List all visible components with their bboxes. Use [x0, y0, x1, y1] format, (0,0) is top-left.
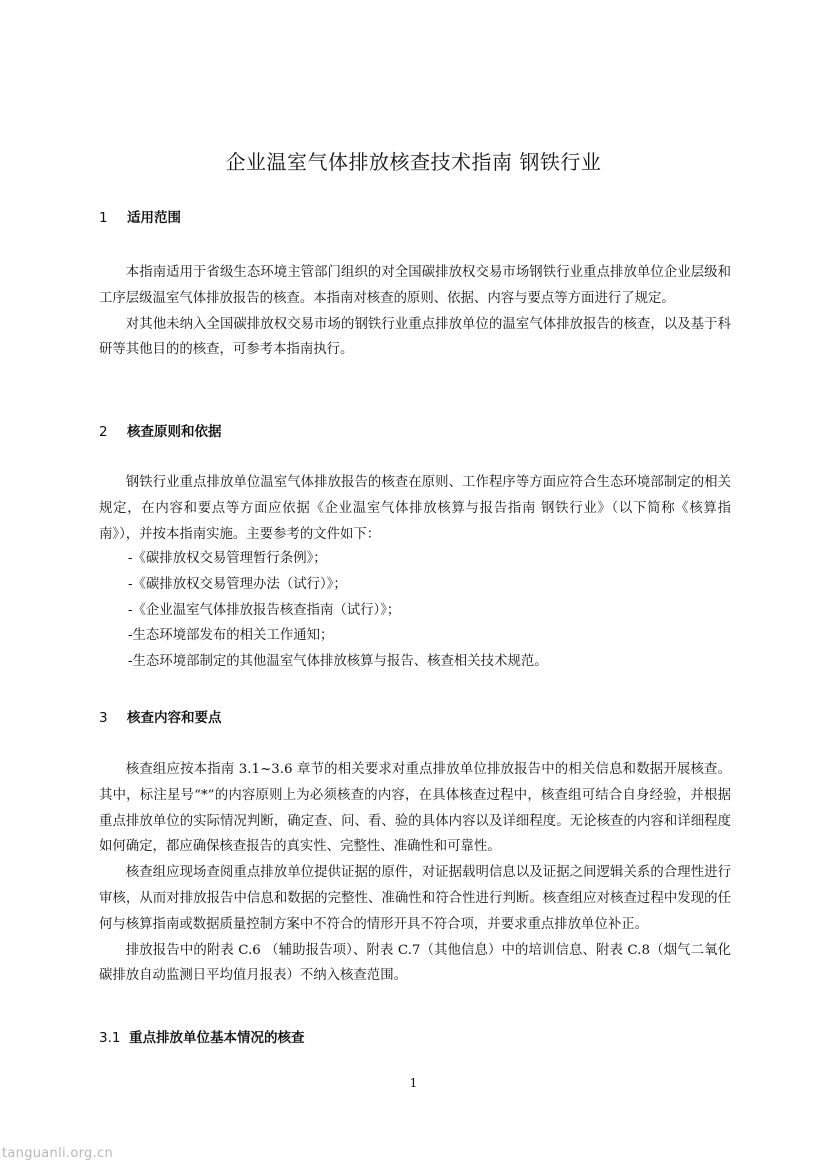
- watermark: tanguanli.org.cn: [2, 1146, 113, 1161]
- section-1-number: 1: [99, 210, 108, 226]
- document-title: 企业温室气体排放核查技术指南 钢铁行业: [225, 150, 602, 174]
- section-1-paragraph-2: 对其他未纳入全国碳排放权交易市场的钢铁行业重点排放单位的温室气体排放报告的核查，以及基于科研等其他目的的核查，可参考本指南执行。: [99, 316, 731, 358]
- reference-item: -《碳排放权交易管理办法（试行）》；: [128, 576, 347, 592]
- reference-item: -《企业温室气体排放报告核查指南（试行）》；: [128, 602, 401, 618]
- section-2-title: 核查原则和依据: [127, 424, 222, 440]
- reference-item: -生态环境部发布的相关工作通知；: [128, 628, 334, 644]
- section-3-title: 核查内容和要点: [127, 710, 222, 726]
- page-number: 1: [409, 1076, 418, 1090]
- section-3-1-heading: [99, 1026, 305, 1046]
- reference-item: -《碳排放权交易管理暂行条例》；: [128, 551, 327, 566]
- section-2-heading: [99, 420, 222, 440]
- section-3-1-number: 3.1: [99, 1030, 121, 1046]
- section-2-body: [99, 470, 731, 547]
- section-1-heading: [99, 206, 181, 226]
- section-3-body: [99, 757, 731, 989]
- section-1-body: [99, 260, 731, 363]
- section-2-paragraph-1: 钢铁行业重点排放单位温室气体排放报告的核查在原则、工作程序等方面应符合生态环境部制定的相关规定，在内容和要点等方面应依据《企业温室气体排放核算与报告指南 钢铁行业》（以下简称《核算指南》），并按本指南实施。主要参考的文件如下：: [99, 475, 731, 542]
- reference-list: [128, 546, 728, 675]
- section-3-paragraph-2: 核查组应现场查阅重点排放单位提供证据的原件，对证据载明信息以及证据之间逻辑关系的合理性进行审核，从而对排放报告中信息和数据的完整性、准确性和符合性进行判断。核查组应对核查过程中发现的任何与核算指南或数据质量控制方案中不符合的情形开具不符合项，并要求重点排放单位补正。: [99, 865, 731, 932]
- section-3-heading: [99, 706, 222, 726]
- section-3-paragraph-1: 核查组应按本指南 3.1~3.6 章节的相关要求对重点排放单位排放报告中的相关信息和数据开展核查。其中，标注星号“*”的内容原则上为必须核查的内容，在具体核查过程中，核查组可结合自身经验，并根据重点排放单位的实际情况判断，确定查、问、看、验的具体内容以及详细程度。无论核查的内容和详细程度如何确定，都应确保核查报告的真实性、完整性、准确性和可靠性。: [99, 762, 731, 855]
- section-1-title: 适用范围: [127, 210, 181, 226]
- section-3-paragraph-3: 排放报告中的附表 C.6 （辅助报告项）、附表 C.7（其他信息）中的培训信息、附表 C.8（烟气二氧化碳排放自动监测日平均值月报表）不纳入核查范围。: [99, 942, 731, 984]
- reference-item: -生态环境部制定的其他温室气体排放核算与报告、核查相关技术规范。: [128, 654, 548, 670]
- section-2-number: 2: [99, 424, 108, 440]
- section-3-1-title: 重点排放单位基本情况的核查: [129, 1030, 305, 1046]
- section-3-number: 3: [99, 710, 108, 726]
- section-1-paragraph-1: 本指南适用于省级生态环境主管部门组织的对全国碳排放权交易市场钢铁行业重点排放单位企业层级和工序层级温室气体排放报告的核查。本指南对核查的原则、依据、内容与要点等方面进行了规定。: [99, 265, 731, 306]
